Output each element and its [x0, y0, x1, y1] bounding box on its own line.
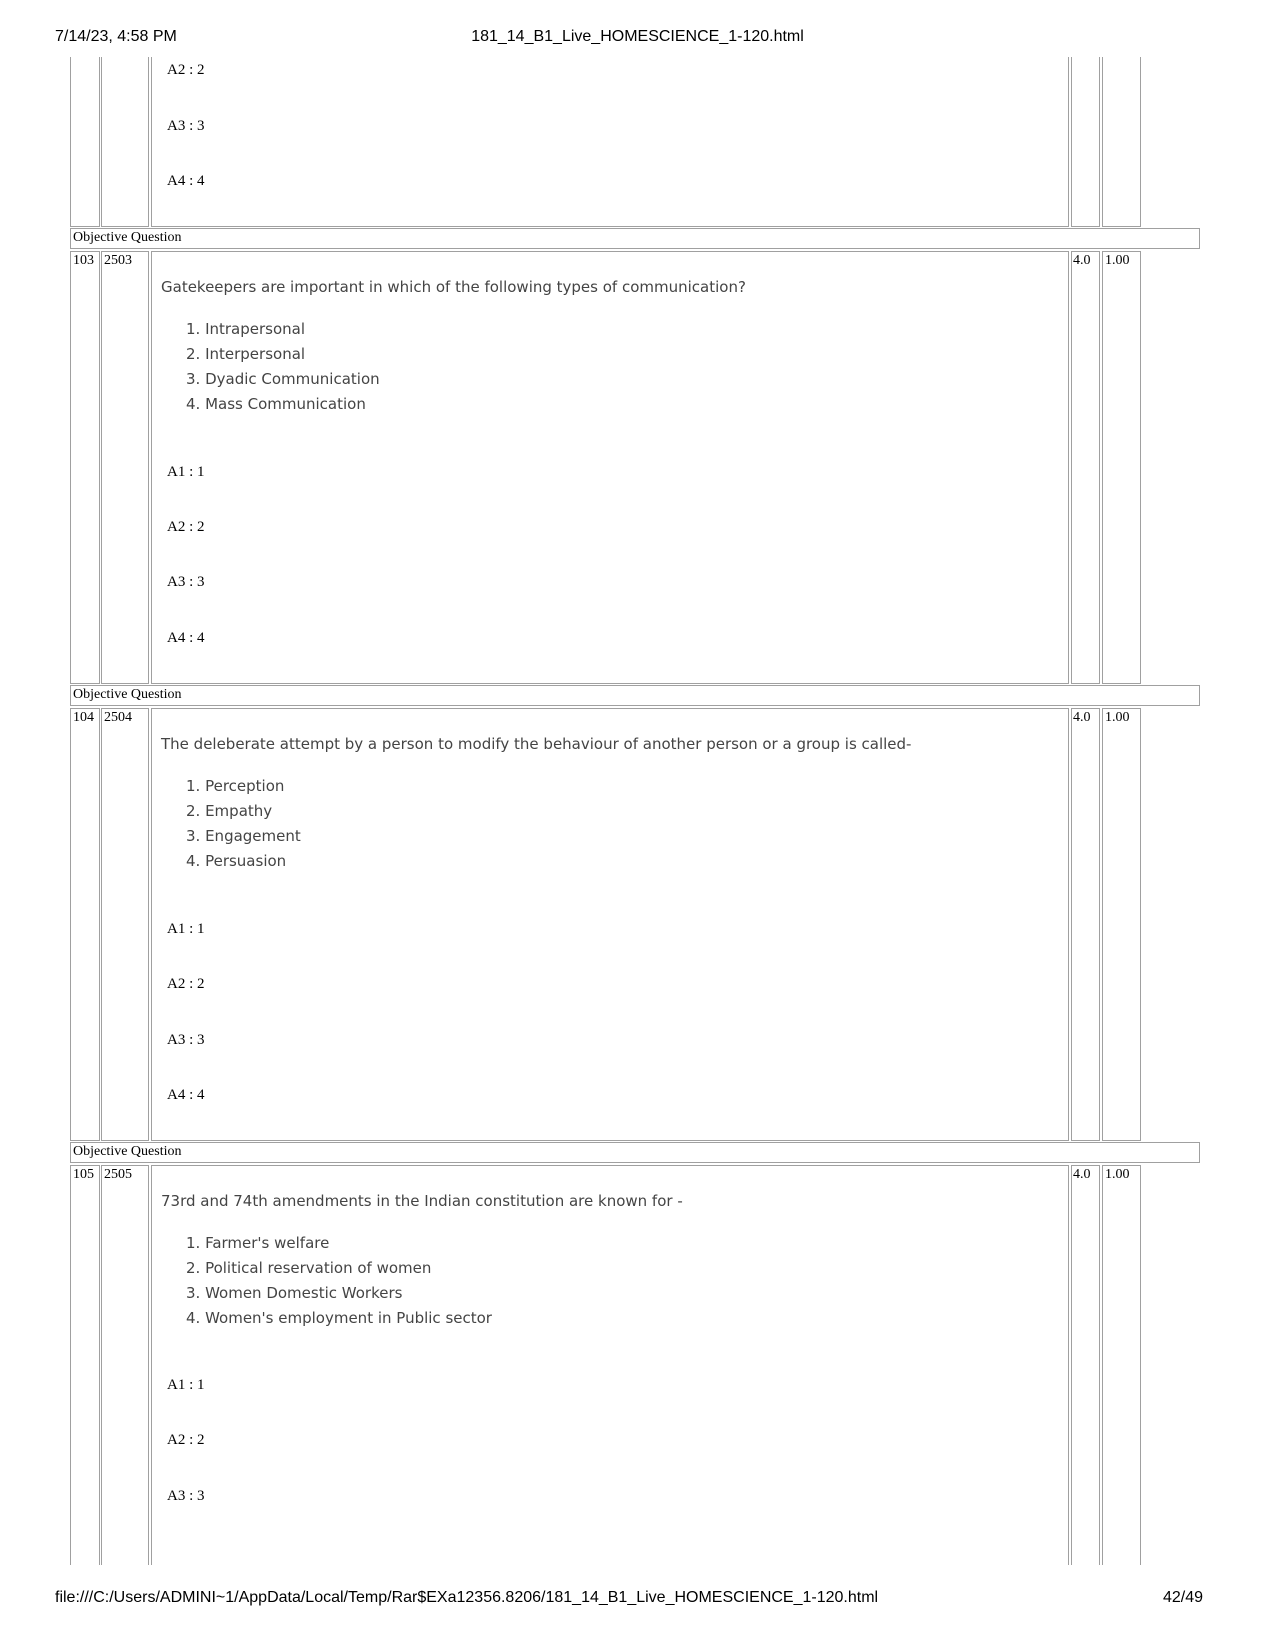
carryover-marks-cell	[1071, 57, 1100, 227]
question-id: 2505	[104, 1167, 132, 1182]
question-marks: 4.0	[1073, 1167, 1091, 1182]
answer-option-3: A3 : 3	[167, 1488, 205, 1504]
section-label: Objective Question	[73, 230, 182, 245]
qid-cell	[101, 708, 149, 1141]
question-text: The deleberate attempt by a person to modify the behaviour of another person or a group is called-	[161, 735, 912, 753]
question-negative-marks: 1.00	[1105, 1167, 1130, 1182]
question-body-cell	[151, 1165, 1069, 1565]
option-item: 2. Political reservation of women	[186, 1259, 432, 1277]
carryover-sno-cell	[70, 57, 100, 227]
answer-option-1: A1 : 1	[167, 464, 205, 480]
option-item: 3. Women Domestic Workers	[186, 1284, 403, 1302]
answer-option-4: A4 : 4	[167, 1087, 205, 1103]
print-datetime: 7/14/23, 4:58 PM	[55, 28, 177, 45]
sno-cell	[70, 708, 100, 1141]
option-item: 4. Mass Communication	[186, 395, 366, 413]
answer-option-4: A4 : 4	[167, 630, 205, 646]
question-number: 104	[73, 710, 94, 725]
question-id: 2503	[104, 253, 132, 268]
qid-cell	[101, 251, 149, 684]
carryover-qid-cell	[101, 57, 149, 227]
marks-cell	[1071, 1165, 1100, 1565]
option-list	[186, 1231, 492, 1331]
answer-option-1: A1 : 1	[167, 1377, 205, 1393]
answer-option-2: A2 : 2	[167, 1432, 205, 1448]
question-marks: 4.0	[1073, 253, 1091, 268]
option-item: 1. Farmer's welfare	[186, 1234, 330, 1252]
question-marks: 4.0	[1073, 710, 1091, 725]
carryover-negative-cell	[1102, 57, 1141, 227]
question-text: 73rd and 74th amendments in the Indian constitution are known for -	[161, 1192, 683, 1210]
page-number: 42/49	[1162, 1589, 1203, 1606]
carryover-answer-2: A2 : 2	[167, 62, 205, 78]
section-label-row	[70, 685, 1200, 706]
negative-marks-cell	[1102, 251, 1141, 684]
print-title: 181_14_B1_Live_HOMESCIENCE_1-120.html	[471, 28, 804, 45]
option-item: 1. Perception	[186, 777, 285, 795]
marks-cell	[1071, 251, 1100, 684]
carryover-answer-3: A3 : 3	[167, 118, 205, 134]
option-item: 4. Women's employment in Public sector	[186, 1309, 492, 1327]
option-item: 3. Dyadic Communication	[186, 370, 380, 388]
option-item: 3. Engagement	[186, 827, 301, 845]
option-item: 4. Persuasion	[186, 852, 287, 870]
section-label-row	[70, 1142, 1200, 1163]
question-negative-marks: 1.00	[1105, 253, 1130, 268]
question-id: 2504	[104, 710, 132, 725]
question-negative-marks: 1.00	[1105, 710, 1130, 725]
section-label: Objective Question	[73, 1144, 182, 1159]
answer-option-2: A2 : 2	[167, 976, 205, 992]
carryover-body-cell	[151, 57, 1069, 227]
option-list	[186, 774, 301, 874]
question-number: 105	[73, 1167, 94, 1182]
answer-option-3: A3 : 3	[167, 574, 205, 590]
option-list	[186, 317, 380, 417]
answer-option-3: A3 : 3	[167, 1032, 205, 1048]
carryover-answer-4: A4 : 4	[167, 173, 205, 189]
question-body-cell	[151, 251, 1069, 684]
file-path: file:///C:/Users/ADMINI~1/AppData/Local/Temp/Rar$EXa12356.8206/181_14_B1_Live_HOMESCIENCE_1-120.html	[55, 1589, 879, 1606]
sno-cell	[70, 251, 100, 684]
marks-cell	[1071, 708, 1100, 1141]
option-item: 2. Interpersonal	[186, 345, 306, 363]
sno-cell	[70, 1165, 100, 1565]
question-body-cell	[151, 708, 1069, 1141]
section-label-row	[70, 228, 1200, 249]
question-number: 103	[73, 253, 94, 268]
option-item: 1. Intrapersonal	[186, 320, 306, 338]
qid-cell	[101, 1165, 149, 1565]
negative-marks-cell	[1102, 708, 1141, 1141]
answer-option-2: A2 : 2	[167, 519, 205, 535]
answer-option-1: A1 : 1	[167, 921, 205, 937]
section-label: Objective Question	[73, 687, 182, 702]
option-item: 2. Empathy	[186, 802, 273, 820]
negative-marks-cell	[1102, 1165, 1141, 1565]
question-text: Gatekeepers are important in which of the following types of communication?	[161, 278, 746, 296]
